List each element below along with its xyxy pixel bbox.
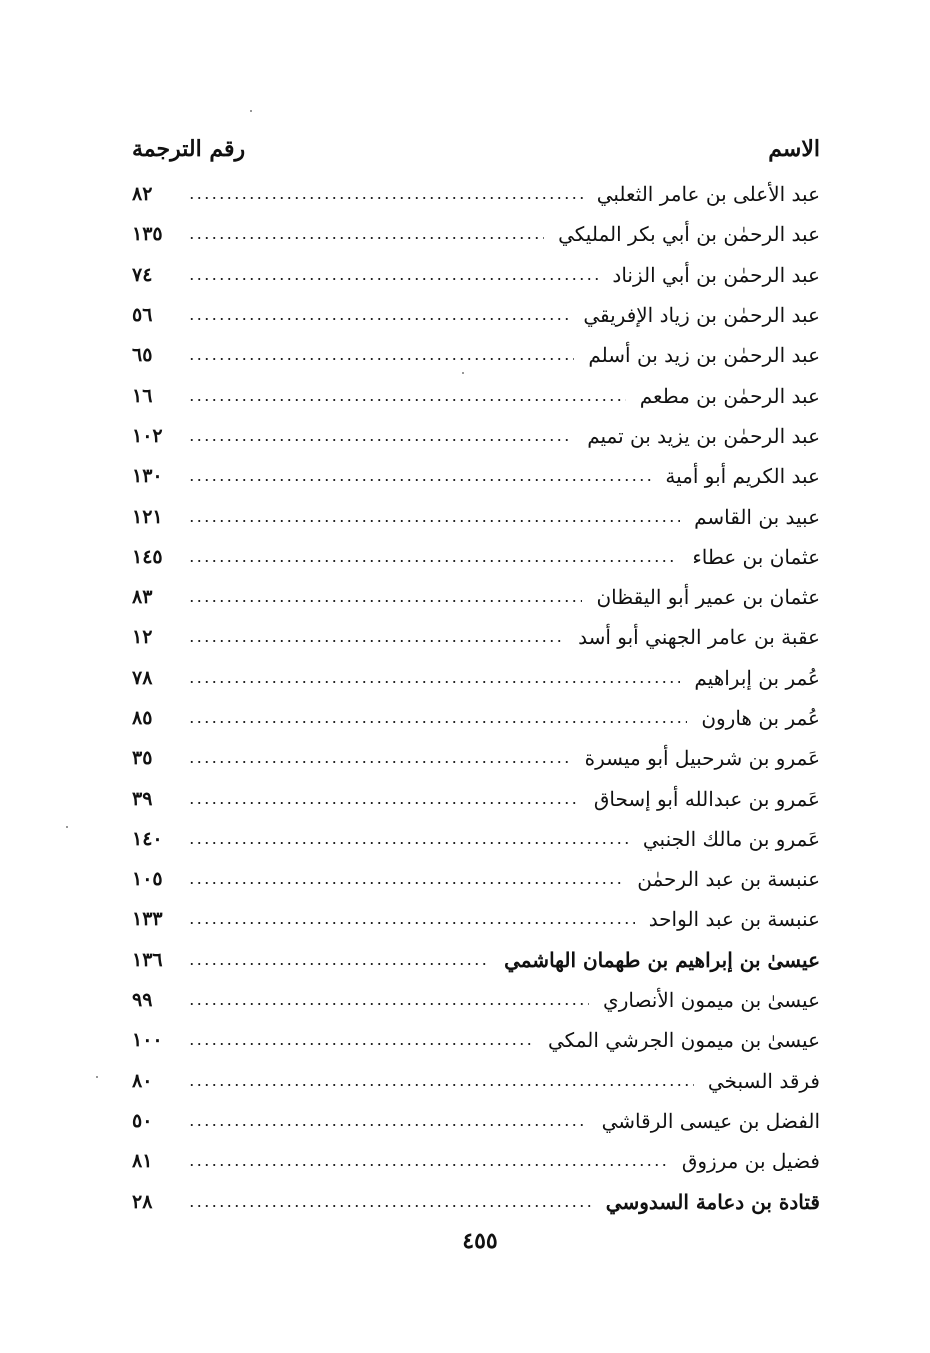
entry-number: ٨٥ — [132, 707, 153, 729]
index-entry — [132, 899, 820, 939]
entry-number: ٨٢ — [132, 183, 153, 206]
entry-name: عنبسة بن عبد الرحمٰن — [637, 867, 820, 892]
entry-number: ٣٩ — [132, 787, 153, 810]
dot-leader — [188, 833, 629, 853]
index-entry — [132, 658, 820, 698]
dot-leader — [188, 752, 571, 772]
dot-leader — [188, 672, 680, 692]
dot-leader — [188, 349, 574, 369]
dot-leader — [188, 1115, 588, 1135]
dot-leader — [188, 994, 589, 1014]
entry-number: ٦٥ — [132, 344, 153, 367]
dot-leader — [188, 1196, 592, 1216]
dot-leader — [188, 591, 582, 611]
index-entry — [132, 537, 820, 577]
dot-leader — [188, 551, 678, 571]
index-entry — [132, 174, 820, 214]
entry-number: ١٣٥ — [132, 223, 163, 246]
entry-name: عنبسة بن عبد الواحد — [648, 907, 820, 932]
dot-leader — [188, 631, 564, 651]
entry-name: عبد الرحمٰن بن زياد الإفريقي — [583, 303, 820, 328]
entry-name: عبد الرحمٰن بن زيد بن أسلم — [588, 343, 820, 368]
name-column-heading: الاسم — [768, 136, 820, 162]
entry-number: ٨٣ — [132, 586, 153, 609]
entry-name: عَمرو بن عبدالله أبو إسحاق — [593, 786, 820, 811]
dot-leader — [188, 712, 687, 732]
dot-leader — [188, 873, 623, 893]
entry-name: عثمان بن عطاء — [692, 544, 820, 569]
entry-name: فضيل بن مرزوق — [681, 1149, 820, 1174]
paper-speck — [462, 372, 464, 374]
entry-number: ١٤٥ — [132, 545, 163, 568]
table-header — [132, 136, 820, 172]
entry-name: الفضل بن عيسى الرقاشي — [601, 1108, 820, 1133]
entry-number: ١٠٢ — [132, 424, 163, 447]
entry-number: ١٣٦ — [132, 948, 163, 971]
entry-name: قتادة بن دعامة السدوسي — [605, 1189, 820, 1214]
entry-number: ٨١ — [132, 1150, 153, 1173]
entry-name: عبد الرحمٰن بن أبي بكر المليكي — [558, 222, 820, 247]
paper-speck — [96, 1076, 98, 1078]
entry-number: ٧٤ — [132, 263, 153, 286]
index-entry — [132, 375, 820, 415]
dot-leader — [188, 1075, 694, 1095]
dot-leader — [188, 309, 569, 329]
dot-leader — [188, 511, 680, 531]
page-number: ٤٥٥ — [462, 1228, 498, 1254]
index-entry — [132, 214, 820, 254]
entry-number: ١٠٥ — [132, 868, 163, 891]
entry-name: عبد الأعلى بن عامر الثعلبي — [596, 182, 820, 207]
index-entry — [132, 698, 820, 738]
index-entry — [132, 940, 820, 980]
index-entry — [132, 738, 820, 778]
entry-number: ٥٦ — [132, 304, 153, 327]
dot-leader — [188, 913, 635, 933]
dot-leader — [188, 269, 598, 289]
index-entry — [132, 1020, 820, 1060]
paper-speck — [66, 826, 68, 828]
entry-number: ٥٠ — [132, 1109, 153, 1132]
index-entry — [132, 1141, 820, 1181]
entry-number: ٧٨ — [132, 666, 153, 689]
entry-name: عبد الرحمٰن بن أبي الزناد — [612, 262, 820, 287]
entry-name: عيسىٰ بن إبراهيم بن طهمان الهاشمي — [504, 947, 820, 972]
entry-number: ١٤٠ — [132, 827, 163, 850]
index-entry — [132, 416, 820, 456]
entry-name: عقبة بن عامر الجهني أبو أسد — [578, 625, 820, 650]
dot-leader — [188, 390, 626, 410]
entry-name: عَمرو بن شرحبيل أبو ميسرة — [584, 746, 820, 771]
dot-leader — [188, 1034, 534, 1054]
entry-name: عَمرو بن مالك الجنبي — [642, 826, 820, 851]
entry-name: عبد الكريم أبو أمية — [665, 464, 820, 489]
index-entry — [132, 980, 820, 1020]
index-entry — [132, 617, 820, 657]
index-entries — [132, 174, 820, 1222]
paper-speck — [250, 110, 252, 112]
dot-leader — [188, 793, 580, 813]
index-entry — [132, 295, 820, 335]
index-entry — [132, 577, 820, 617]
entry-number: ٣٥ — [132, 747, 153, 770]
index-entry — [132, 1181, 820, 1221]
index-entry — [132, 496, 820, 536]
number-column-heading: رقم الترجمة — [132, 136, 246, 162]
entry-name: عُمر بن إبراهيم — [694, 665, 820, 690]
entry-number: ٨٠ — [132, 1069, 153, 1092]
entry-number: ١٢ — [132, 626, 153, 649]
index-entry — [132, 819, 820, 859]
index-entry — [132, 859, 820, 899]
entry-name: عيسىٰ بن ميمون الجرشي المكي — [548, 1028, 820, 1053]
index-entry — [132, 778, 820, 818]
index-entry — [132, 1101, 820, 1141]
index-entry — [132, 456, 820, 496]
entry-name: عُمر بن هارون — [701, 706, 820, 730]
entry-number: ٢٨ — [132, 1190, 153, 1213]
entry-number: ١٦ — [132, 384, 153, 407]
entry-name: عبد الرحمٰن بن يزيد بن تميم — [587, 423, 820, 448]
dot-leader — [188, 430, 573, 450]
entry-name: عثمان بن عمير أبو اليقظان — [596, 585, 820, 610]
entry-name: فرقد السبخي — [707, 1068, 820, 1093]
entry-number: ١٣٣ — [132, 908, 163, 931]
dot-leader — [188, 954, 490, 974]
entry-name: عبد الرحمٰن بن مطعم — [639, 383, 820, 408]
index-entry — [132, 1061, 820, 1101]
entry-number: ١٣٠ — [132, 465, 163, 488]
index-entry — [132, 255, 820, 295]
dot-leader — [188, 470, 651, 490]
dot-leader — [188, 1155, 668, 1175]
index-entry — [132, 335, 820, 375]
entry-name: عبيد بن القاسم — [694, 504, 820, 529]
entry-number: ١٢١ — [132, 505, 163, 528]
dot-leader — [188, 228, 544, 248]
entry-number: ٩٩ — [132, 989, 153, 1012]
dot-leader — [188, 188, 583, 208]
entry-number: ١٠٠ — [132, 1029, 163, 1052]
entry-name: عيسىٰ بن ميمون الأنصاري — [603, 988, 820, 1013]
